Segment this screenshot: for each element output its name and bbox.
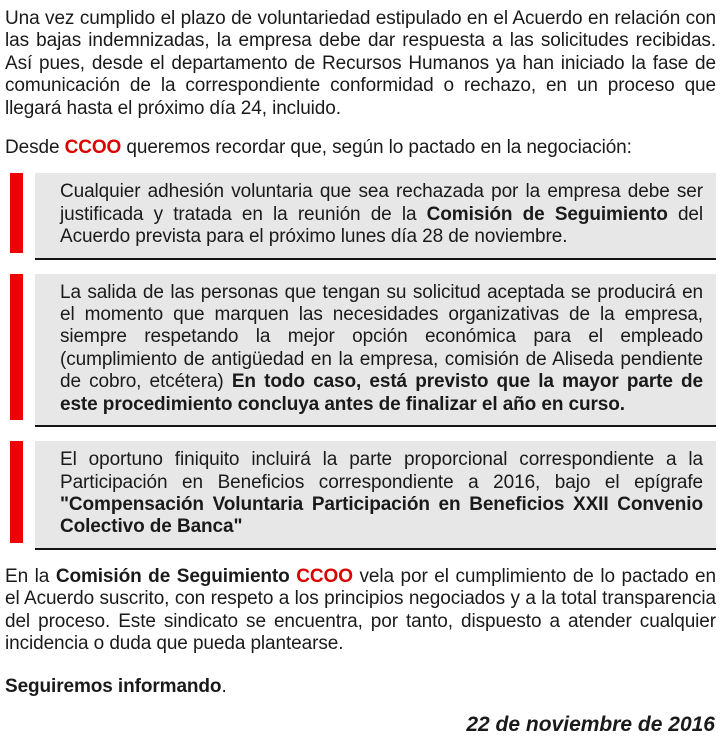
signoff-period: . [221, 676, 227, 698]
callout-severance-pay [5, 441, 716, 550]
callout-text: Cualquier adhesión voluntaria que sea rechazada por la empresa debe ser justificada y tratada en la reunión de la [60, 181, 703, 225]
document-date: 22 de noviembre de 2016 [466, 713, 715, 736]
callout-text-bold: Comisión de Seguimiento [426, 203, 668, 225]
signoff-line [5, 676, 716, 698]
red-accent-bar [10, 274, 23, 420]
callout-text: La salida de las personas que tengan su solicitud aceptada se producirá en el momento que marquen las necesidades organizativas de la empresa, siempre respetando la mejor opción económica para el empleado (cumplimiento de antigüedad en la empresa, comisión de Aliseda pendiente de cobro, etcétera) [60, 281, 703, 393]
callout-box [35, 173, 716, 259]
signoff-text-bold: Seguiremos informando [5, 676, 222, 698]
ccoo-label: CCOO [296, 565, 353, 587]
closing-text-bold: Comisión de Seguimiento [55, 565, 290, 587]
red-accent-bar [10, 441, 23, 543]
reminder-text-before: Desde [5, 137, 65, 159]
callout-box [35, 274, 716, 427]
callout-exit-timing [5, 274, 716, 427]
closing-text: En la [5, 565, 56, 587]
callout-box [35, 441, 716, 550]
callout-text-bold: En todo caso, está previsto que la mayor parte de este procedimiento concluya antes de finalizar el año en curso. [60, 371, 703, 415]
reminder-text-after: queremos recordar que, según lo pactado en la negociación: [121, 137, 632, 159]
intro-text: Una vez cumplido el plazo de voluntariedad estipulado en el Acuerdo en relación con las bajas indemnizadas, la empresa debe dar respuesta a las solicitudes recibidas. Así pues, desde el departamento de Recursos Humanos ya han iniciado la fase de comunicación de la correspondiente conformidad o rechazo, en un proceso que llegará hasta el próximo día 24, incluido. [5, 8, 716, 119]
callout-text: del Acuerdo prevista para el próximo lunes día 28 de noviembre. [60, 203, 704, 248]
reminder-line [5, 137, 716, 159]
callout-text: El oportuno finiquito incluirá la parte proporcional correspondiente a la Participación en Beneficios correspondiente a 2016, bajo el epígrafe [60, 449, 703, 493]
ccoo-label: CCOO [64, 137, 122, 159]
callout-text-bold: "Compensación Voluntaria Participación en Beneficios XXII Convenio Colectivo de Banca" [60, 493, 703, 538]
intro-paragraph [5, 8, 716, 120]
callout-rejected-requests [5, 173, 716, 259]
red-accent-bar [10, 173, 23, 252]
closing-paragraph [5, 566, 716, 656]
closing-text: vela por el cumplimiento de lo pactado en el Acuerdo suscrito, con respeto a los principios negociados y a la total transparencia del proceso. Este sindicato se encuentra, por tanto, dispuesto a atender cualquier incidencia o duda que pueda plantearse. [5, 565, 716, 654]
